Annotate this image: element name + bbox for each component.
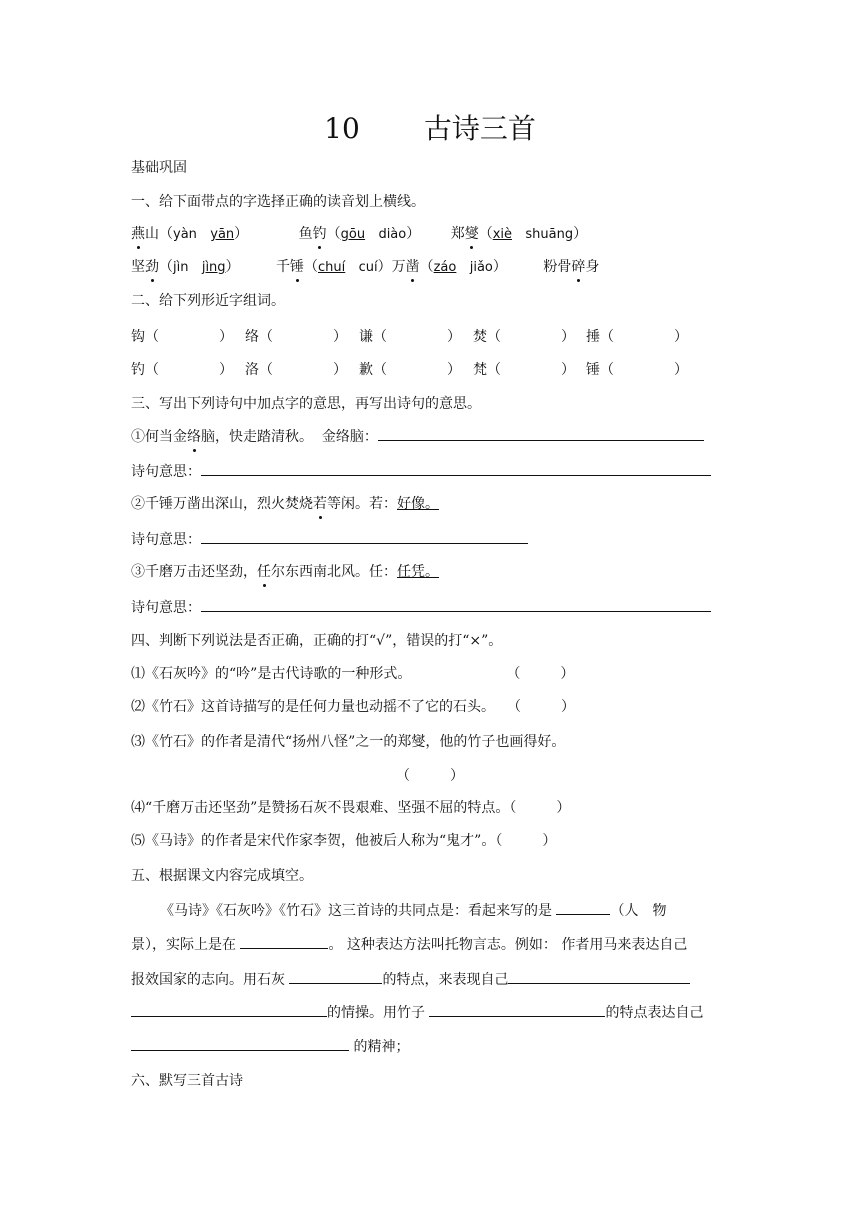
dotted-char: 钓 [312,226,327,242]
q2-heading: 二、给下列形近字组词。 [131,293,285,309]
q5-heading: 五、根据课文内容完成填空。 [131,868,313,884]
q4-item-2: ⑵《竹石》这首诗描写的是任何力量也动摇不了它的石头。 （ ） [131,699,575,715]
q5-line-4: 的情操。用竹子 的特点表达自己 [131,1002,703,1023]
dotted-char: 凿 [405,259,420,275]
answer-blank [240,934,328,949]
q4-item-3-paren: （ ） [396,768,464,784]
q3-meaning-3: 诗句意思： [131,597,711,618]
q6-heading: 六、默写三首古诗 [131,1073,243,1089]
lesson-number: 10 [324,112,360,145]
q2-char: 洛（ ） [245,362,347,378]
answer-blank [556,900,610,915]
q1-row1: 燕山（yàn yān） 鱼钓（gōu diào） 郑燮（xiè shuāng） [131,226,588,242]
answer-blank [289,969,382,984]
q2-char: 捶（ ） [586,329,688,345]
underlined-answer: záo [433,260,457,275]
underlined-answer: gōu [340,227,366,242]
q2-char: 歉（ ） [359,362,461,378]
q3-meaning-1: 诗句意思： [131,461,711,482]
q5-line-2: 景），实际上是在 。 这种表达方法叫托物言志。例如： 作者用马来表达自己 [131,934,687,955]
q2-char: 谦（ ） [359,329,461,345]
q5-line-5: 的精神； [131,1036,409,1057]
q2-char: 焚（ ） [473,329,575,345]
q2-char: 钩（ ） [131,329,233,345]
filled-answer: 好像。 [397,496,439,512]
q4-heading: 四、判断下列说法是否正确，正确的打“√”，错误的打“×”。 [131,633,503,649]
q2-char: 锤（ ） [586,362,688,378]
q5-line-1: 《马诗》《石灰吟》《竹石》这三首诗的共同点是：看起来写的是 （人 物 [160,900,666,921]
answer-blank [131,1036,349,1051]
answer-blank [201,529,528,544]
q3-item2: ②千锤万凿出深山，烈火焚烧若等闲。若：好像。 [131,496,439,512]
q5-line-3: 报效国家的志向。用石灰 的特点，来表现自己 [131,969,690,990]
dotted-char: 碎 [571,259,586,275]
dotted-char: 锤 [290,259,304,275]
q2-char: 络（ ） [245,329,347,345]
answer-blank [131,1002,327,1017]
q4-item-4: ⑷“千磨万击还坚劲”是赞扬石灰不畏艰难、坚强不屈的特点。（ ） [131,800,571,816]
page-title [0,112,860,146]
answer-blank [429,1002,605,1017]
dotted-char: 燕 [131,226,145,242]
q3-meaning-2: 诗句意思： [131,529,528,550]
answer-blank [201,597,711,612]
q3-item3: ③千磨万击还坚劲，任尔东西南北风。任：任凭。 [131,564,439,580]
q1-row2: 坚劲（jìn jìng） 千锤（chuí cuí）万凿（záo jiǎo） 粉骨碎身 [131,259,600,275]
underlined-answer: jìng [201,260,226,275]
q3-item1: ①何当金络脑，快走踏清秋。 金络脑： [131,426,704,447]
answer-blank [508,969,690,984]
underlined-answer: yān [210,227,235,242]
q2-char: 梵（ ） [473,362,575,378]
filled-answer: 任凭。 [397,564,439,580]
dotted-char: 燮 [464,226,479,242]
underlined-answer: xiè [492,227,512,242]
q3-heading: 三、写出下列诗句中加点字的意思，再写出诗句的意思。 [131,396,481,412]
section-basic: 基础巩固 [131,160,187,176]
underlined-answer: chuí [318,260,346,275]
answer-blank [201,461,711,476]
q4-item-1: ⑴《石灰吟》的“吟”是古代诗歌的一种形式。 （ ） [131,666,575,682]
q4-item-5: ⑸《马诗》的作者是宋代作家李贺，他被后人称为“鬼才”。（ ） [131,833,557,849]
lesson-title: 古诗三首 [423,112,536,145]
dotted-char: 劲 [145,259,159,275]
q1-heading: 一、给下面带点的字选择正确的读音划上横线。 [131,194,425,210]
q2-char: 钓（ ） [131,362,233,378]
answer-blank [378,426,704,441]
q4-item-3: ⑶《竹石》的作者是清代“扬州八怪”之一的郑燮，他的竹子也画得好。 [131,734,566,750]
